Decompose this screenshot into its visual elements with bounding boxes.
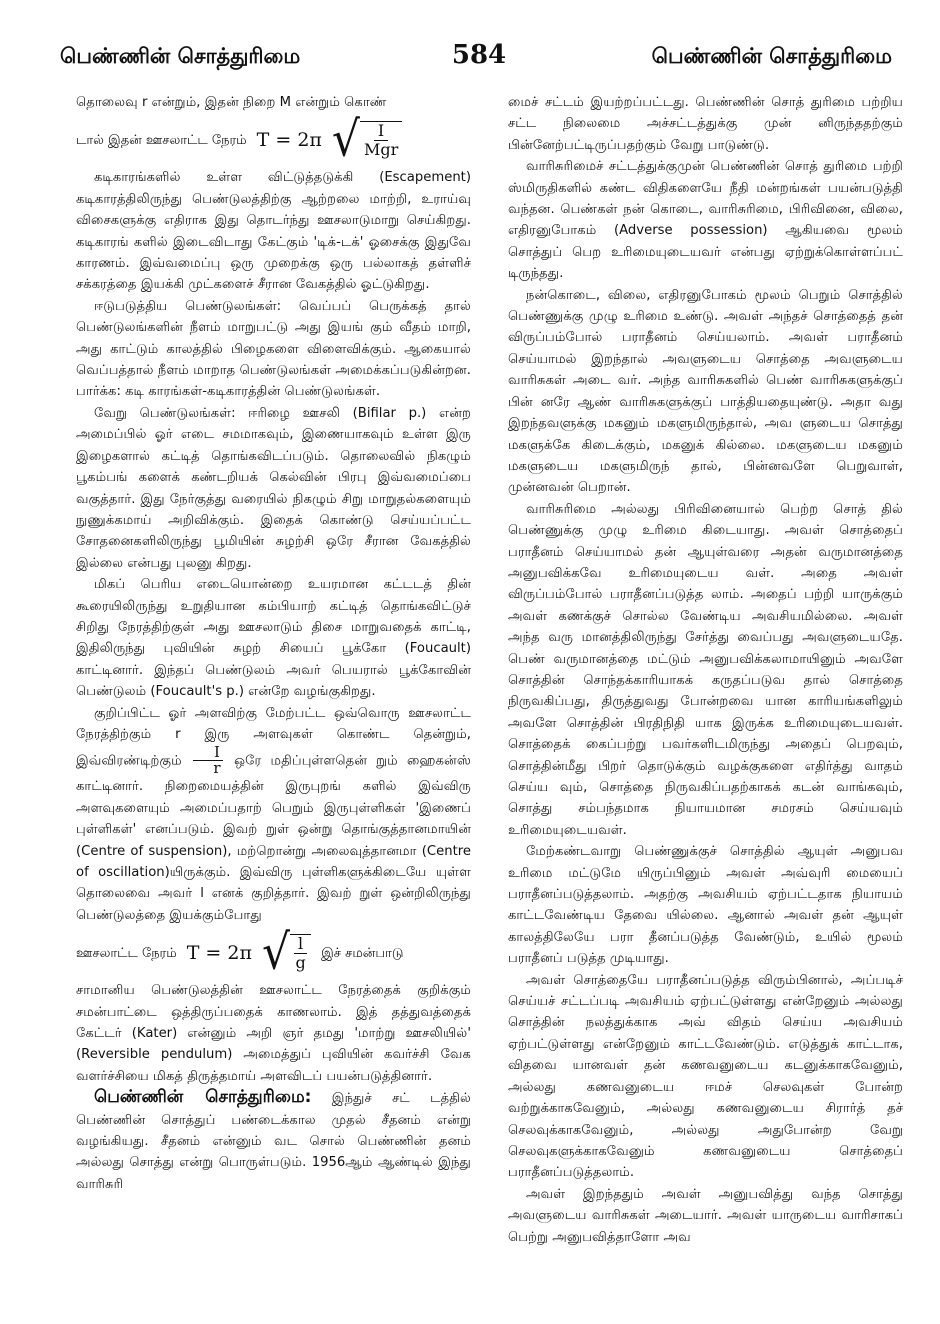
formula-lhs: T = 2π [186, 941, 252, 964]
inline-fraction [193, 745, 223, 776]
formula-lhs: T = 2π [256, 128, 322, 151]
paragraph: சாமானிய பெண்டுலத்தின் ஊசலாட்ட நேரத்தைக் குறிக்கும் சமன்பாட்டை ஒத்திருப்பதைக் காணலாம். இத் தத்துவத்தைக் கேட்டர் (Kater) என்னும் அறி ஞர் தமது 'மாற்று ஊசலியில்' (Reversible pendulum) அமைத்துப் புவியின் கவர்ச்சி வேக வளர்ச்சியை மிகத் திருத்தமாய் அளவிடப் பயன்படுத்தினார். [76, 983, 471, 1084]
paragraph [76, 1087, 471, 1195]
paragraph: தொலைவு r என்றும், இதன் நிறை M என்றும் கொண் [76, 95, 387, 110]
formula-tail-text: இச் சமன்பாடு [321, 945, 404, 961]
radical-icon: √ [331, 111, 360, 168]
section-heading: பெண்ணின் சொத்துரிமை: [94, 1087, 312, 1108]
paragraph: வாரிசுரிமை அல்லது பிரிவினையால் பெற்ற சொத் தில் பெண்ணுக்கு முழு உரிமை கிடையாது. அவள் சொத்தைப் பராதீனம் செய்யாமல் தன் ஆயுள்வரை அதன் வருமானத்தை அனுபவிக்கவே உரிமையுடைய வள். அதை அவள் விருப்பம்போல் பராதீனப்படுத்த லாம். அதைப் பற்றி யாருக்கும் அவள் கணக்குச் சொல்ல வேண்டிய அவசியமில்லை. அவள் அந்த வரு மானத்திலிருந்து சேர்த்து வைப்பது அவளுடையதே. பெண் வருமானத்தை மட்டும் அனுபவிக்கலாமாயினும் அவளே சொத்தின் சொந்தக்காரியாகக் கருதப்படுவ தால் சொத்தை நிருவகிப்பது, திருத்துவது போன்றவை யான காரியங்களிலும் அவளே சொத்தின் பிரதிநிதி யாக இருக்க உரிமையுடையவள். சொத்தைக் கைப்பற்று பவர்களிடமிருந்து அதைப் பெறவும், சொத்தின்மீது பிறர் தொடுக்கும் வழக்குகளை எதிர்த்து வாதம் செய்ய வும், சொத்தை நிருவகிப்பதற்காகக் கடன் வாங்கவும், சொத்து சம்பந்தமாக நியாயமான சமரசம் செய்யவும் உரிமையுடையவள். [508, 501, 903, 838]
paragraph: அவள் சொத்தையே பராதீனப்படுத்த விரும்பினால், அப்படிச் செய்யச் சட்டப்படி அவசியம் ஏற்பட்டுள்ளது என்றேனும் அல்லது சொத்தின் நலத்துக்காக அவ் விதம் செய்ய அவசியம் ஏற்பட்டுள்ளது என்றேனும் காட்டவேண்டும். எடுத்துக் காட்டாக, விதவை யானவள் தன் கணவனுடைய கடனுக்காகவேனும், அல்லது கணவனுடைய ஈமச் செலவுகள் போன்ற வற்றுக்காகவேனும், அல்லது கணவனுடைய சிரார்த் தச் செலவுக்காகவேனும், அல்லது அதுபோன்ற வேறு செலவுகளுக்காகவேனும் கணவனுடைய சொத்தைப் பராதீனப்படுத்தலாம். [508, 972, 903, 1181]
paragraph: அவள் இறந்ததும் அவள் அனுபவித்து வந்த சொத்து அவளுடைய வாரிசுகள் அடையார். அவள் யாருடைய வாரிசாகப் பெற்று அனுபவித்தாளோ அவ [508, 1186, 903, 1245]
left-column [76, 92, 471, 1195]
numerator: l [294, 935, 307, 954]
running-head-right: பெண்ணின் சொத்துரிமை [651, 44, 892, 68]
reversible-pendulum-formula [76, 926, 471, 980]
text-run: குறிப்பிட்ட ஓர் அளவிற்கு மேற்பட்ட ஒவ்வொரு ஊசலாட்ட நேரத்திற்கும் r இரு அளவுகள் கொண்ட தென்றும், இவ்விரண்டிற்கும் [76, 705, 471, 769]
radical-icon: √ [261, 924, 291, 981]
paragraph [76, 703, 471, 927]
formula-lead-text: டால் இதன் ஊசலாட்ட நேரம் [76, 132, 247, 148]
page-header [58, 40, 900, 80]
denominator: Mgr [363, 140, 399, 160]
paragraph: வாரிசுரிமைச் சட்டத்துக்குமுன் பெண்ணின் சொத் துரிமை பற்றி ஸ்மிருதிகளில் கண்ட விதிகளையே நீதி மன்றங்கள் பயன்படுத்தி வந்தன. பெண்கள் நன் கொடை, வாரிசுரிமை, பிரிவினை, விலை, எதிரனுபோகம் (Adverse possession) ஆகியவை மூலம் சொத்துப் பெற உரிமையுடையவர் என்பது ஏற்றுக்கொள்ளப்பட் டிருந்தது. [508, 159, 903, 282]
fraction [290, 934, 311, 972]
right-column [508, 92, 903, 1248]
square-root [261, 924, 311, 981]
paragraph: வேறு பெண்டுலங்கள்: ஈரிழை ஊசலி (Bifilar p.) என்ற அமைப்பில் ஓர் எடை சமமாகவும், இணையாகவும் உள்ள இரு இழைகளால் கட்டித் தொங்கவிடப்படும். தொலைவில் நிகழும் பூகம்பங் களைக் கண்டறியக் கெல்வின் பிரபு இவ்வமைப்பை வகுத்தார். இது நேர்குத்து வரையில் நிகழும் சிறு மாறுதல்களையும் நுணுக்கமாய் அறிவிக்கும். இதைக் கொண்டு செய்யப்பட்ட சோதனைகளிலிருந்து பூமியின் சுழற்சி ஒரே சீரான வேகத்தில் இல்லை என்பது புலனு கிறது. [76, 405, 471, 571]
paragraph: ஈடுபடுத்திய பெண்டுலங்கள்: வெப்பப் பெருக்கத் தால் பெண்டுலங்களின் நீளம் மாறுபட்டு அது இயங் கும் வீதம் மாறி, அது காட்டும் காலத்தில் பிழைகளை விளைவிக்கும். ஆகையால் வெப்பத்தால் நீளம் மாறாத பெண்டுலங்கள் அமைக்கப்படுகின்றன. பார்க்க: கடி காரங்கள்-கடிகாரத்தின் பெண்டுலங்கள். [76, 298, 471, 400]
pendulum-period-formula [76, 113, 471, 167]
paragraph: மிகப் பெரிய எடையொன்றை உயரமான கட்டடத் தின் கூரையிலிருந்து உறுதியான கம்பியாற் கட்டித் தொங்கவிட்டுச் சிறிது நேரத்திற்குள் அது ஊசலாடும் திசை மாறுவதைக் காட்டி, இதிலிருந்து புவியின் சுழற் சியைப் பூக்கோ (Foucault) காட்டினார். இந்தப் பெண்டுலம் அவர் பெயரால் பூக்கோவின் பெண்டுலம் (Foucault's p.) என்றே வழங்குகிறது. [76, 577, 471, 700]
paragraph: கடிகாரங்களில் உள்ள விட்டுத்தடுக்கி (Escapement) கடிகாரத்திலிருந்து பெண்டுலத்திற்கு ஆற்றலை மாற்றி, உராய்வு விசைகளுக்கு எதிராக இது தொடர்ந்து ஊசலாடுமாறு செய்கிறது. கடிகாரங் களில் இடைவிடாது கேட்கும் 'டிக்-டக்' ஓசைக்கு இதுவே காரணம். இவ்வமைப்பு ஒரு முறைக்கு ஒரு பல்லாகத் தள்ளிச் சக்கரத்தை இயக்கி முட்களைச் சீரான வேகத்தில் ஓட்டுகிறது. [76, 170, 471, 293]
paragraph: மைச் சட்டம் இயற்றப்பட்டது. பெண்ணின் சொத் துரிமை பற்றிய சட்ட நிலைமை அச்சட்டத்துக்கு முன் னிருந்ததற்கும் பின்னேற்பட்டிருப்பதற்கும் வேறு பாடுண்டு. [508, 95, 903, 153]
formula-lead-text: ஊசலாட்ட நேரம் [76, 945, 177, 961]
text-run: இந்துச் சட் டத்தில் பெண்ணின் சொத்துப் பண்டைக்கால முதல் சீதனம் என்று வழங்கியது. சீதனம் என்னும் வட சொல் பெண்ணின் தனம் அல்லது சொத்து என்று பொருள்படும். 1956ஆம் ஆண்டில் இந்து வாரிசுரி [76, 1091, 471, 1192]
numerator: I [374, 122, 388, 141]
paragraph: நன்கொடை, விலை, எதிரனுபோகம் மூலம் பெறும் சொத்தில் பெண்ணுக்கு முழு உரிமை உண்டு. அவள் அந்தச் சொத்தைத் தன் விருப்பம்போல் பராதீனம் செய்யலாம். அவள் பராதீனம் செய்யாமல் இறந்தால் அவளுடைய சொத்தை அவளுடைய வாரிசுகள் அடை வர். அந்த வாரிசுகளில் பெண் வாரிசுகளுக்குப் பின் னரே ஆண் வாரிசுகளுக்குப் பாத்தியதையுண்டு. அதா வது இறந்தவளுக்கு மகனும் மகளுமிருந்தால், அவ ளுடைய சொத்து மகளுக்கே கிடைக்கும், மகனுக் கில்லை. மகளுடைய மகனும் மகளுடைய மகளுமிருந் தால், பின்னவளே பெறுவாள், முன்னவன் பெறான். [508, 287, 903, 496]
fraction [360, 121, 402, 159]
page-number: 584 [451, 40, 507, 70]
running-head-left: பெண்ணின் சொத்துரிமை [60, 44, 301, 68]
denominator: g [295, 953, 306, 973]
paragraph: மேற்கண்டவாறு பெண்ணுக்குச் சொத்தில் ஆயுள் அனுபவ உரிமை மட்டுமே யிருப்பினும் அவள் அவ்வுரி மையைப் பராதீனப்படுத்தலாம். அதற்கு அவசியம் ஏற்பட்டதாக நியாயம் காட்டவேண்டிய தேவை யில்லை. ஆனால் அவள் தன் ஆயுள் காலத்திலேயே பரா தீனப்படுத்த வேண்டும், உயில் மூலம் பராதீனப் படுத்த முடியாது. [508, 844, 903, 967]
denominator: r [213, 759, 221, 778]
square-root [331, 111, 402, 168]
text-run: ஒரே மதிப்புள்ளதென் றும் ஹைகன்ஸ் காட்டினார். நிறைமையத்தின் இருபுறங் களில் இவ்விரு அளவுகளையும் அமைப்பதாற் பெறும் இருபுள்ளிகள் 'இணைப் புள்ளிகள்' எனப்படும். இவற் றுள் ஒன்று தொங்குத்தானமாயின் (Centre of suspension), மற்றொன்று அலைவுத்தானமா (Centre of oscillation)யிருக்கும். இவ்விரு புள்ளிகளுக்கிடையே யுள்ள தொலைவை அவர் l எனக் குறித்தார். இவற் றுள் ஒன்றிலிருந்து பெண்டுலத்தை இயக்கும்போது [76, 753, 471, 923]
numerator: I [193, 745, 223, 761]
